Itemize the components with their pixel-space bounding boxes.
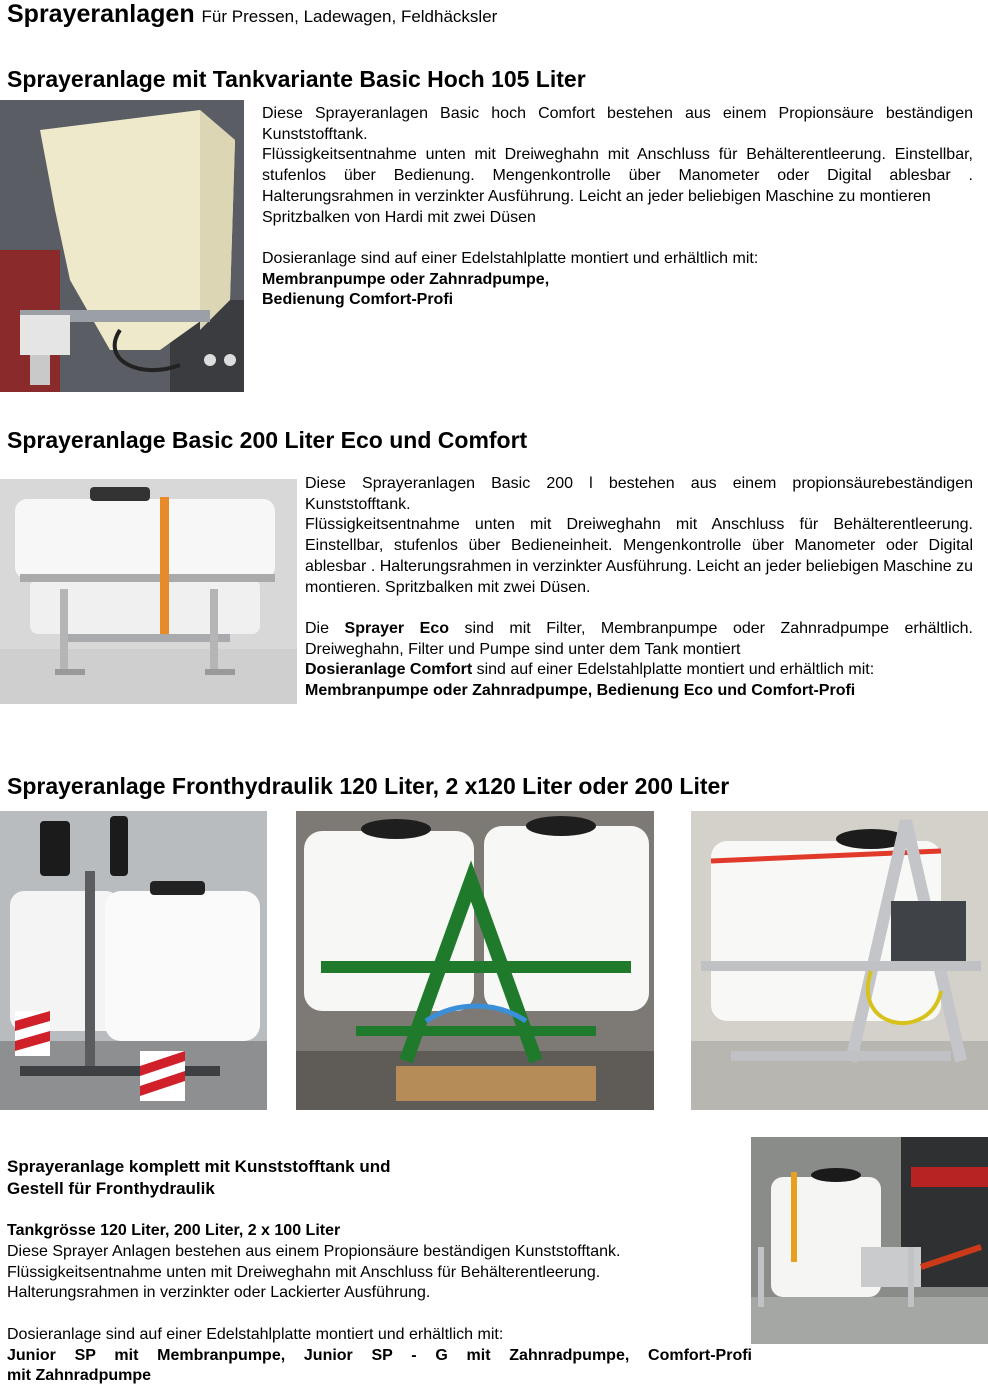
photo-basic-200-tank bbox=[0, 479, 297, 704]
section2-p2: Flüssigkeitsentnahme unten mit Dreiweghahn mit Anschluss für Behälterentleerung. Einstellbar, stufenlos über Bedieneinheit. Mengenkontrolle über Manometer oder Digital ablesbar . Halterungsrahmen in verzinkter Ausführung. Leicht an jeder beliebigen Maschine zu montieren. Spritzbalken mit zwei Düsen. bbox=[305, 516, 973, 596]
section1-p5: Membranpumpe oder Zahnradpumpe, bbox=[262, 270, 550, 288]
section-heading-fronthydraulik: Sprayeranlage Fronthydraulik 120 Liter, 2 x120 Liter oder 200 Liter bbox=[7, 773, 730, 799]
section4-line5: Junior SP mit Membranpumpe, Junior SP - G mit Zahnradpumpe, Comfort-Profi bbox=[7, 1346, 752, 1364]
section4-line3: Halterungsrahmen in verzinkter oder Lackierter Ausführung. bbox=[7, 1284, 431, 1302]
section4-line2: Flüssigkeitsentnahme unten mit Dreiweghahn mit Anschluss für Behälterentleerung. bbox=[7, 1263, 601, 1281]
photo-basic-hoch-tank bbox=[0, 100, 244, 392]
section1-p2: Flüssigkeitsentnahme unten mit Dreiweghahn mit Anschluss für Behälterentleerung. Einstellbar, stufenlos über Bedienung. Mengenkontrolle über Manometer oder Digital ablesbar . Halterungsrahmen in verzinkter Ausführung. Leicht an jeder beliebigen Maschine zu montieren bbox=[262, 146, 973, 205]
section4-line4: Dosieranlage sind auf einer Edelstahlplatte montiert und erhältlich mit: bbox=[7, 1325, 504, 1343]
section-heading-basic-hoch: Sprayeranlage mit Tankvariante Basic Hoch 105 Liter bbox=[7, 66, 586, 92]
section4-text bbox=[7, 1221, 752, 1387]
section1-p1: Diese Sprayeranlagen Basic hoch Comfort bestehen aus einem Propionsäure beständigen Kunststofftank. bbox=[262, 105, 973, 143]
section2-p4: Dosieranlage Comfort sind auf einer Edelstahlplatte montiert und erhältlich mit: bbox=[305, 661, 875, 679]
photo-fronthydraulik-green-frame bbox=[296, 811, 654, 1110]
photo-fronthydraulik-2x120 bbox=[0, 811, 267, 1110]
section4-sizes: Tankgrösse 120 Liter, 200 Liter, 2 x 100 Liter bbox=[7, 1222, 341, 1239]
section-heading-basic-200: Sprayeranlage Basic 200 Liter Eco und Comfort bbox=[7, 427, 528, 453]
section2-p3: Die Sprayer Eco sind mit Filter, Membranpumpe oder Zahnradpumpe erhältlich. Dreiweghahn, Filter und Pumpe sind unter dem Tank montiert bbox=[305, 619, 974, 658]
section1-p3: Spritzbalken von Hardi mit zwei Düsen bbox=[262, 208, 536, 226]
photo-complete-fronthydraulik bbox=[751, 1137, 988, 1344]
section1-p6: Bedienung Comfort-Profi bbox=[262, 291, 454, 309]
photo-fronthydraulik-200 bbox=[691, 811, 988, 1110]
section1-text bbox=[262, 104, 973, 311]
page-title-sub: Für Pressen, Ladewagen, Feldhäcksler bbox=[201, 7, 498, 26]
section4-line6: mit Zahnradpumpe bbox=[7, 1367, 152, 1385]
page-title bbox=[7, 0, 497, 29]
section4 bbox=[7, 1156, 752, 1200]
page-title-main: Sprayeranlagen bbox=[7, 0, 195, 28]
section2-p1: Diese Sprayeranlagen Basic 200 l bestehen aus einem propionsäurebeständigen Kunststofftank. bbox=[305, 475, 973, 513]
section1-p4: Dosieranlage sind auf einer Edelstahlplatte montiert und erhältlich mit: bbox=[262, 249, 759, 267]
section2-text bbox=[305, 474, 973, 702]
section4-heading-line2: Gestell für Fronthydraulik bbox=[7, 1179, 215, 1198]
section4-heading-line1: Sprayeranlage komplett mit Kunststofftank und bbox=[7, 1157, 391, 1176]
section2-p5: Membranpumpe oder Zahnradpumpe, Bedienung Eco und Comfort-Profi bbox=[305, 682, 856, 700]
section4-line1: Diese Sprayer Anlagen bestehen aus einem Propionsäure beständigen Kunststofftank. bbox=[7, 1242, 621, 1260]
